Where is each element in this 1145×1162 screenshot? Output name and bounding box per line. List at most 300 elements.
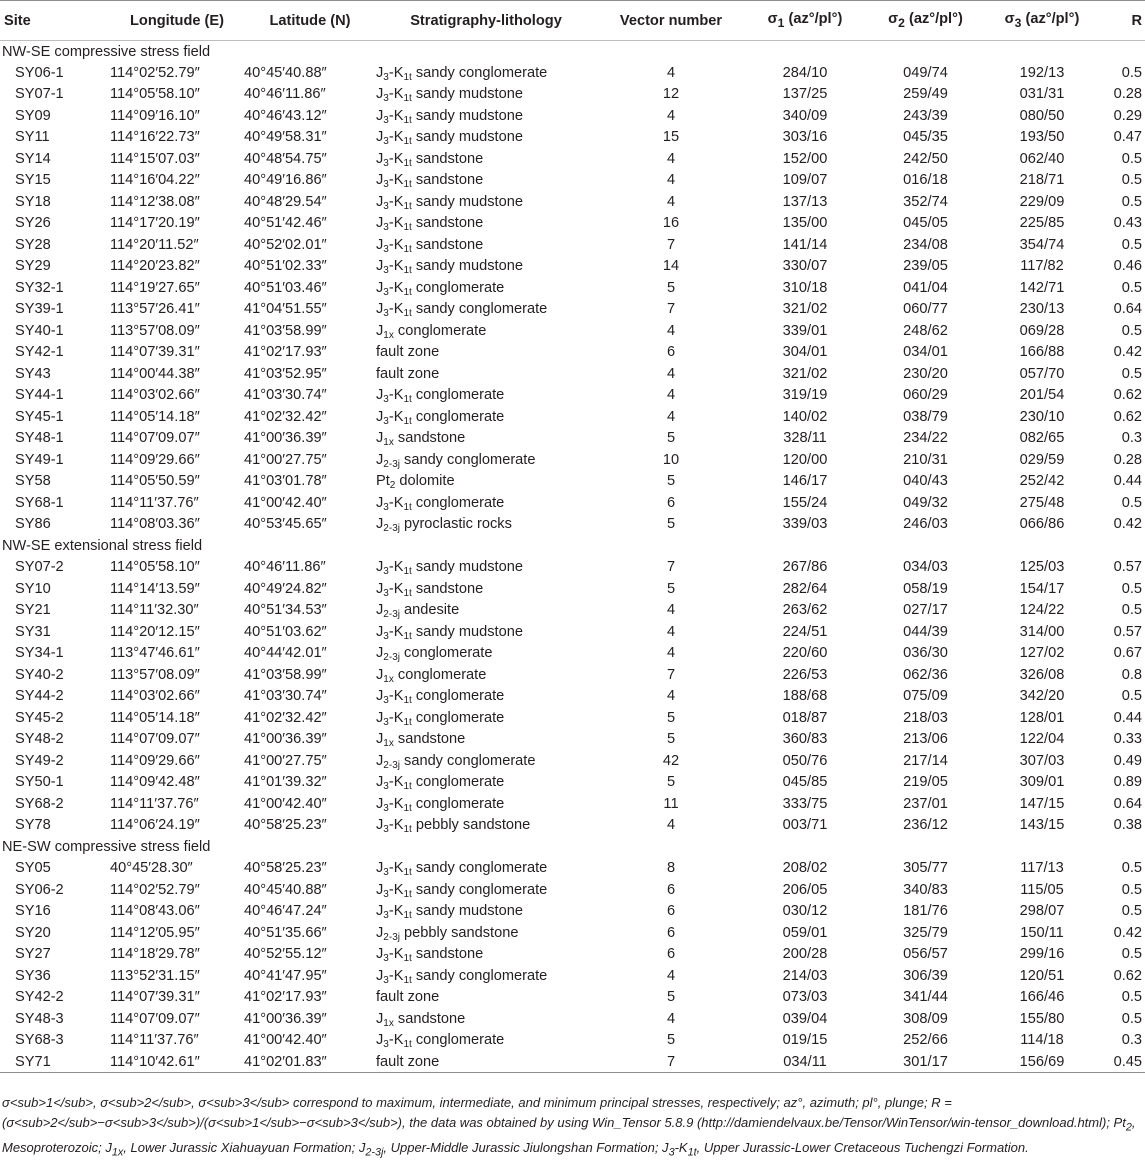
cell-site: SY48-3 bbox=[15, 1010, 64, 1027]
table-row bbox=[0, 922, 1145, 944]
cell-latitude: 41°02′32.42″ bbox=[244, 709, 327, 726]
cell-sigma2: 340/83 bbox=[903, 881, 948, 898]
cell-sigma2: 056/57 bbox=[903, 946, 948, 963]
cell-longitude: 114°11′37.76″ bbox=[110, 795, 199, 812]
cell-latitude: 41°02′17.93″ bbox=[244, 989, 327, 1006]
cell-sigma2: 341/44 bbox=[903, 989, 948, 1006]
cell-site: SY11 bbox=[15, 129, 50, 146]
cell-site: SY71 bbox=[0, 1051, 110, 1073]
cell-r-value: 0.3 bbox=[1121, 1032, 1142, 1049]
cell-longitude: 114°03′02.66″ bbox=[110, 387, 200, 404]
cell-longitude: 114°07′39.31″ bbox=[110, 989, 200, 1006]
cell-sigma3: 166/88 bbox=[1019, 344, 1065, 361]
cell-lithology: $J_3-K_{1t}$ sandy mudstone bbox=[376, 903, 523, 922]
cell-sigma2: 058/19 bbox=[903, 580, 948, 597]
table-row bbox=[0, 600, 1145, 622]
cell-site: SY10 bbox=[15, 580, 51, 597]
table-row bbox=[0, 299, 1145, 321]
cell-lithology: $J_3-K_{1t}$ sandy mudstone bbox=[376, 623, 523, 642]
table-row bbox=[0, 879, 1145, 901]
cell-r-value: 0.5 bbox=[1121, 688, 1142, 705]
cell-sigma2: 016/18 bbox=[903, 172, 948, 189]
cell-sigma1: 267/86 bbox=[782, 559, 828, 576]
cell-sigma1: 321/02 bbox=[782, 365, 828, 382]
cell-r-value: 0.57 bbox=[1113, 559, 1142, 576]
cell-site: SY45-2 bbox=[15, 709, 64, 726]
cell-vector-number: 5 bbox=[666, 731, 676, 748]
cell-sigma3: 114/18 bbox=[1020, 1032, 1064, 1049]
cell-latitude: 41°03′30.74″ bbox=[244, 387, 327, 404]
cell-sigma1: 330/07 bbox=[782, 258, 828, 275]
cell-vector-number: 5 bbox=[666, 1032, 676, 1049]
cell-r-value: 0.64 bbox=[1113, 301, 1142, 318]
cell-sigma3: 252/42 bbox=[1019, 473, 1065, 490]
cell-sigma3: 192/13 bbox=[1019, 64, 1065, 81]
cell-sigma3: 031/31 bbox=[1019, 86, 1065, 103]
cell-r-value: 0.42 bbox=[1113, 516, 1142, 533]
cell-sigma2: 210/31 bbox=[903, 451, 948, 468]
cell-sigma1: 284/10 bbox=[782, 64, 828, 81]
cell-lithology: $J_3-K_{1t}$ conglomerate bbox=[376, 688, 505, 707]
cell-sigma1: 360/83 bbox=[782, 731, 828, 748]
cell-latitude: 41°03′58.99″ bbox=[244, 322, 327, 339]
cell-latitude: 40°49′16.86″ bbox=[244, 172, 327, 189]
cell-vector-number: 5 bbox=[666, 989, 676, 1006]
cell-latitude: 40°41′47.95″ bbox=[244, 967, 327, 984]
cell-lithology: $J_3-K_{1t}$ conglomerate bbox=[376, 774, 505, 793]
cell-site: SY48-2 bbox=[15, 731, 64, 748]
cell-lithology: $J_3-K_{1t}$ sandstone bbox=[376, 580, 484, 599]
cell-r-value: 0.57 bbox=[1113, 623, 1142, 640]
cell-site: SY78 bbox=[15, 817, 51, 834]
cell-latitude: 41°01′39.32″ bbox=[244, 774, 327, 791]
cell-sigma1: 339/03 bbox=[782, 516, 828, 533]
cell-lithology: $J_3-K_{1t}$ conglomerate bbox=[376, 408, 505, 427]
cell-lithology: $J_{2-3j}$ pyroclastic rocks bbox=[376, 516, 512, 535]
cell-vector-number: 4 bbox=[666, 150, 676, 167]
cell-sigma3: 124/22 bbox=[1019, 602, 1065, 619]
cell-latitude: 40°52′55.12″ bbox=[244, 946, 327, 963]
cell-longitude: 114°05′14.18″ bbox=[110, 709, 200, 726]
cell-sigma2: 234/08 bbox=[903, 236, 948, 253]
cell-sigma3: 230/13 bbox=[1019, 301, 1065, 318]
cell-vector-number: 7 bbox=[666, 559, 676, 576]
cell-longitude: 114°16′04.22″ bbox=[110, 172, 200, 189]
cell-vector-number: 4 bbox=[666, 688, 676, 705]
cell-r-value: 0.5 bbox=[1121, 881, 1142, 898]
cell-r-value: 0.28 bbox=[1113, 86, 1142, 103]
cell-sigma1: 059/01 bbox=[782, 924, 828, 941]
cell-sigma3: 326/08 bbox=[1019, 666, 1065, 683]
cell-vector-number: 7 bbox=[666, 236, 676, 253]
cell-sigma2: 230/20 bbox=[903, 365, 948, 382]
cell-sigma3: 218/71 bbox=[1019, 172, 1065, 189]
table-row bbox=[0, 965, 1145, 987]
cell-site: SY16 bbox=[15, 903, 51, 920]
cell-vector-number: 10 bbox=[662, 451, 680, 468]
cell-site: SY68-3 bbox=[15, 1032, 64, 1049]
header-longitude: Longitude (E) bbox=[110, 1, 244, 41]
cell-longitude: 114°10′42.61″ bbox=[110, 1051, 244, 1073]
cell-latitude: 41°02′32.42″ bbox=[244, 408, 327, 425]
cell-site: SY34-1 bbox=[15, 645, 64, 662]
cell-longitude: 114°05′58.10″ bbox=[110, 86, 200, 103]
cell-sigma2: 181/76 bbox=[903, 903, 948, 920]
cell-site: SY27 bbox=[15, 946, 51, 963]
table-row bbox=[0, 234, 1145, 256]
cell-sigma3: 066/86 bbox=[1019, 516, 1065, 533]
cell-lithology: $J_3-K_{1t}$ sandy mudstone bbox=[376, 129, 523, 148]
cell-sigma2: 040/43 bbox=[903, 473, 948, 490]
cell-r-value: 0.45 bbox=[1097, 1051, 1145, 1073]
cell-latitude: 41°00′42.40″ bbox=[244, 1032, 327, 1049]
cell-longitude: 114°12′38.08″ bbox=[110, 193, 200, 210]
cell-sigma1: 120/00 bbox=[782, 451, 828, 468]
cell-lithology: $J_{2-3j}$ pebbly sandstone bbox=[376, 924, 519, 943]
cell-r-value: 0.49 bbox=[1113, 752, 1142, 769]
cell-sigma2: 242/50 bbox=[903, 150, 948, 167]
cell-sigma3: 069/28 bbox=[1019, 322, 1065, 339]
table-row bbox=[0, 750, 1145, 772]
cell-latitude: 40°45′40.88″ bbox=[244, 881, 327, 898]
cell-vector-number: 42 bbox=[662, 752, 680, 769]
cell-site: SY07-2 bbox=[15, 559, 64, 576]
cell-site: SY31 bbox=[15, 623, 51, 640]
cell-site: SY43 bbox=[15, 365, 51, 382]
cell-sigma1: 135/00 bbox=[782, 215, 828, 232]
cell-lithology: $J_{1x}$ conglomerate bbox=[376, 322, 487, 341]
cell-vector-number: 12 bbox=[662, 86, 680, 103]
cell-longitude: 114°09′16.10″ bbox=[110, 107, 200, 124]
cell-sigma2: 259/49 bbox=[903, 86, 948, 103]
cell-sigma2: 049/32 bbox=[903, 494, 948, 511]
cell-sigma3: 275/48 bbox=[1019, 494, 1065, 511]
cell-r-value: 0.62 bbox=[1113, 408, 1142, 425]
cell-site: SY14 bbox=[15, 150, 51, 167]
cell-sigma2: 352/74 bbox=[903, 193, 948, 210]
table-row bbox=[0, 342, 1145, 364]
cell-sigma1: 226/53 bbox=[782, 666, 828, 683]
cell-longitude: 114°07′09.07″ bbox=[110, 731, 200, 748]
cell-sigma2: 306/39 bbox=[903, 967, 948, 984]
cell-sigma1: 141/14 bbox=[782, 236, 828, 253]
cell-lithology: $J_{2-3j}$ sandy conglomerate bbox=[376, 752, 536, 771]
cell-site: SY29 bbox=[15, 258, 51, 275]
cell-vector-number: 4 bbox=[666, 1010, 676, 1027]
cell-r-value: 0.46 bbox=[1113, 258, 1142, 275]
cell-vector-number: 4 bbox=[666, 193, 676, 210]
cell-sigma2: 325/79 bbox=[903, 924, 948, 941]
cell-latitude: 40°51′03.62″ bbox=[244, 623, 327, 640]
table-body bbox=[0, 41, 1145, 1073]
cell-lithology: $J_3-K_{1t}$ sandy conglomerate bbox=[376, 301, 548, 320]
cell-sigma1: 263/62 bbox=[782, 602, 828, 619]
table-row bbox=[0, 170, 1145, 192]
cell-r-value: 0.42 bbox=[1113, 344, 1142, 361]
table-row bbox=[0, 514, 1145, 536]
cell-vector-number: 5 bbox=[666, 473, 676, 490]
cell-vector-number: 6 bbox=[666, 946, 676, 963]
header-site: Site bbox=[0, 1, 110, 41]
cell-lithology: $J_3-K_{1t}$ conglomerate bbox=[376, 795, 505, 814]
cell-sigma2: 234/22 bbox=[903, 430, 948, 447]
cell-sigma2: 252/66 bbox=[903, 1032, 948, 1049]
cell-r-value: 0.29 bbox=[1113, 107, 1142, 124]
cell-longitude: 114°16′22.73″ bbox=[110, 129, 200, 146]
cell-lithology: $J_{1x}$ sandstone bbox=[376, 1010, 466, 1029]
cell-r-value: 0.5 bbox=[1121, 365, 1142, 382]
cell-sigma1: 282/64 bbox=[782, 580, 828, 597]
cell-sigma1: 039/04 bbox=[782, 1010, 828, 1027]
cell-vector-number: 14 bbox=[662, 258, 680, 275]
cell-sigma3: 117/82 bbox=[1020, 258, 1064, 275]
section-row bbox=[0, 535, 1145, 557]
cell-vector-number: 7 bbox=[596, 1051, 746, 1073]
cell-r-value: 0.3 bbox=[1121, 430, 1142, 447]
cell-longitude: 113°57′26.41″ bbox=[110, 301, 200, 318]
table-row bbox=[0, 105, 1145, 127]
table-footnote: σ<sub>1</sub>, σ<sub>2</sub>, σ<sub>3</sub> correspond to maximum, intermediate, and minimum principal stresses, respectively; az°, azimuth; pl°, plunge; R = (σ<sub>2</sub>−σ<sub>3</sub>)/(σ<sub>1</sub>−σ<sub>3</sub>), the data was obtained by using Win_Tensor 5.8.9 (http://damiendelvaux.be/Tensor/WinTensor/win-tensor_download.html); $Pt_2$, Mesoproterozoic; $J_{1x}$, Lower Jurassic Xiahuayuan Formation; $J_{2-3j}$, Upper-Middle Jurassic Jiulongshan Formation; $J_3-K_{1t}$, Upper Jurassic-Lower Cretaceous Tuchengzi Formation. bbox=[2, 1095, 1136, 1159]
table-row bbox=[0, 987, 1145, 1009]
cell-r-value: 0.5 bbox=[1121, 279, 1142, 296]
table-row bbox=[0, 191, 1145, 213]
cell-lithology: $Pt_2$ dolomite bbox=[376, 473, 455, 492]
cell-r-value: 0.44 bbox=[1113, 473, 1142, 490]
cell-vector-number: 5 bbox=[666, 516, 676, 533]
cell-sigma3: 147/15 bbox=[1019, 795, 1065, 812]
cell-r-value: 0.5 bbox=[1121, 494, 1142, 511]
cell-sigma2: 044/39 bbox=[903, 623, 948, 640]
section-title: NW-SE extensional stress field bbox=[2, 537, 203, 554]
cell-vector-number: 4 bbox=[666, 322, 676, 339]
cell-sigma1: 303/16 bbox=[782, 129, 828, 146]
cell-latitude: 40°49′58.31″ bbox=[244, 129, 327, 146]
cell-sigma1: 146/17 bbox=[782, 473, 828, 490]
cell-longitude: 114°08′03.36″ bbox=[110, 516, 200, 533]
cell-site: SY15 bbox=[15, 172, 51, 189]
header-sigma3: $\sigma_3$ (az°/pl°) bbox=[987, 1, 1097, 41]
cell-latitude: 41°04′51.55″ bbox=[244, 301, 327, 318]
cell-site: SY44-2 bbox=[15, 688, 64, 705]
cell-longitude: 114°15′07.03″ bbox=[110, 150, 200, 167]
cell-vector-number: 16 bbox=[662, 215, 680, 232]
cell-site: SY39-1 bbox=[15, 301, 64, 318]
cell-sigma3: 125/03 bbox=[1019, 559, 1065, 576]
cell-r-value: 0.5 bbox=[1121, 193, 1142, 210]
cell-latitude: 40°46′47.24″ bbox=[244, 903, 327, 920]
cell-sigma1: 137/13 bbox=[782, 193, 828, 210]
cell-r-value: 0.62 bbox=[1113, 967, 1142, 984]
table-row bbox=[0, 944, 1145, 966]
cell-latitude: 40°46′11.86″ bbox=[244, 86, 326, 103]
cell-lithology: $J_3-K_{1t}$ sandstone bbox=[376, 236, 484, 255]
cell-sigma1: 152/00 bbox=[782, 150, 828, 167]
cell-r-value: 0.5 bbox=[1121, 322, 1142, 339]
cell-sigma3: 155/80 bbox=[1019, 1010, 1065, 1027]
table-row bbox=[0, 793, 1145, 815]
cell-longitude: 114°20′11.52″ bbox=[110, 236, 199, 253]
cell-r-value: 0.8 bbox=[1121, 666, 1142, 683]
cell-lithology: $J_3-K_{1t}$ conglomerate bbox=[376, 279, 505, 298]
table-row bbox=[0, 772, 1145, 794]
cell-sigma1: 019/15 bbox=[782, 1032, 828, 1049]
cell-sigma2: 218/03 bbox=[903, 709, 948, 726]
table-row bbox=[0, 578, 1145, 600]
cell-sigma3: 062/40 bbox=[1019, 150, 1065, 167]
cell-vector-number: 4 bbox=[666, 602, 676, 619]
table-row bbox=[0, 449, 1145, 471]
cell-site: SY09 bbox=[15, 107, 51, 124]
cell-site: SY18 bbox=[15, 193, 51, 210]
cell-latitude: 41°00′27.75″ bbox=[244, 451, 327, 468]
cell-vector-number: 11 bbox=[663, 795, 679, 812]
cell-r-value: 0.5 bbox=[1121, 172, 1142, 189]
cell-lithology: $J_3-K_{1t}$ pebbly sandstone bbox=[376, 817, 531, 836]
cell-latitude: 41°02′01.83″ bbox=[244, 1051, 376, 1073]
cell-r-value: 0.5 bbox=[1121, 989, 1142, 1006]
cell-latitude: 40°52′02.01″ bbox=[244, 236, 327, 253]
cell-sigma1: 003/71 bbox=[782, 817, 828, 834]
cell-site: SY68-2 bbox=[15, 795, 64, 812]
cell-sigma3: 154/17 bbox=[1019, 580, 1065, 597]
cell-sigma1: 206/05 bbox=[782, 881, 828, 898]
cell-site: SY06-2 bbox=[15, 881, 64, 898]
cell-r-value: 0.5 bbox=[1121, 602, 1142, 619]
cell-sigma2: 075/09 bbox=[903, 688, 948, 705]
cell-longitude: 40°45′28.30″ bbox=[110, 860, 193, 877]
table-row bbox=[0, 148, 1145, 170]
cell-lithology: $J_3-K_{1t}$ sandstone bbox=[376, 172, 484, 191]
cell-site: SY42-2 bbox=[15, 989, 64, 1006]
cell-sigma2: 305/77 bbox=[903, 860, 948, 877]
cell-site: SY40-2 bbox=[15, 666, 64, 683]
cell-sigma3: 143/15 bbox=[1019, 817, 1065, 834]
cell-vector-number: 15 bbox=[662, 129, 680, 146]
cell-longitude: 114°08′43.06″ bbox=[110, 903, 200, 920]
cell-longitude: 113°52′31.15″ bbox=[110, 967, 200, 984]
cell-sigma2: 060/29 bbox=[903, 387, 948, 404]
cell-vector-number: 4 bbox=[666, 107, 676, 124]
cell-sigma2: 062/36 bbox=[903, 666, 948, 683]
cell-site: SY49-1 bbox=[15, 451, 64, 468]
cell-latitude: 41°00′36.39″ bbox=[244, 731, 327, 748]
cell-r-value: 0.67 bbox=[1113, 645, 1142, 662]
cell-sigma2: 217/14 bbox=[903, 752, 948, 769]
cell-sigma2: 034/03 bbox=[903, 559, 948, 576]
cell-sigma1: 224/51 bbox=[782, 623, 828, 640]
cell-sigma2: 060/77 bbox=[903, 301, 948, 318]
cell-vector-number: 4 bbox=[666, 387, 676, 404]
cell-sigma1: 339/01 bbox=[782, 322, 828, 339]
cell-r-value: 0.5 bbox=[1121, 64, 1142, 81]
cell-sigma1: 045/85 bbox=[782, 774, 828, 791]
table-row bbox=[0, 84, 1145, 106]
cell-lithology: $J_3-K_{1t}$ sandy mudstone bbox=[376, 193, 523, 212]
cell-vector-number: 5 bbox=[666, 580, 676, 597]
cell-site: SY21 bbox=[15, 602, 51, 619]
cell-longitude: 114°00′44.38″ bbox=[110, 365, 200, 382]
cell-sigma1: 321/02 bbox=[782, 301, 828, 318]
cell-site: SY49-2 bbox=[15, 752, 64, 769]
cell-site: SY68-1 bbox=[15, 494, 64, 511]
cell-sigma3: 115/05 bbox=[1020, 881, 1064, 898]
cell-sigma3: 127/02 bbox=[1019, 645, 1065, 662]
cell-lithology: $J_3-K_{1t}$ conglomerate bbox=[376, 709, 505, 728]
cell-site: SY58 bbox=[15, 473, 51, 490]
cell-longitude: 113°57′08.09″ bbox=[110, 322, 200, 339]
cell-sigma3: 354/74 bbox=[1019, 236, 1065, 253]
table-row bbox=[0, 643, 1145, 665]
table-row bbox=[0, 1051, 1145, 1073]
cell-r-value: 0.42 bbox=[1113, 924, 1142, 941]
cell-sigma1: 200/28 bbox=[782, 946, 828, 963]
cell-sigma1: 018/87 bbox=[782, 709, 828, 726]
cell-vector-number: 6 bbox=[666, 881, 676, 898]
cell-sigma2: 308/09 bbox=[903, 1010, 948, 1027]
cell-latitude: 40°46′11.86″ bbox=[244, 559, 326, 576]
cell-site: SY42-1 bbox=[15, 344, 64, 361]
cell-latitude: 40°49′24.82″ bbox=[244, 580, 327, 597]
cell-site: SY26 bbox=[15, 215, 51, 232]
cell-sigma3: 230/10 bbox=[1019, 408, 1065, 425]
cell-lithology: $J_{1x}$ sandstone bbox=[376, 430, 466, 449]
cell-site: SY20 bbox=[15, 924, 51, 941]
cell-latitude: 41°00′27.75″ bbox=[244, 752, 327, 769]
cell-r-value: 0.5 bbox=[1121, 946, 1142, 963]
cell-sigma1: 140/02 bbox=[782, 408, 828, 425]
cell-vector-number: 5 bbox=[666, 430, 676, 447]
cell-sigma1: 137/25 bbox=[782, 86, 828, 103]
cell-sigma2: 219/05 bbox=[903, 774, 948, 791]
cell-latitude: 41°02′17.93″ bbox=[244, 344, 327, 361]
cell-r-value: 0.5 bbox=[1121, 150, 1142, 167]
table-row bbox=[0, 858, 1145, 880]
cell-site: SY45-1 bbox=[15, 408, 64, 425]
cell-latitude: 41°03′58.99″ bbox=[244, 666, 327, 683]
cell-sigma3: 299/16 bbox=[1019, 946, 1065, 963]
section-title: NE-SW compressive stress field bbox=[2, 838, 211, 855]
cell-vector-number: 7 bbox=[666, 301, 676, 318]
cell-r-value: 0.5 bbox=[1121, 1010, 1142, 1027]
cell-latitude: 40°45′40.88″ bbox=[244, 64, 327, 81]
cell-lithology: fault zone bbox=[376, 1051, 596, 1073]
cell-sigma3: 150/11 bbox=[1020, 924, 1064, 941]
cell-lithology: $J_3-K_{1t}$ sandy conglomerate bbox=[376, 860, 548, 879]
cell-site: SY50-1 bbox=[15, 774, 64, 791]
cell-sigma3: 309/01 bbox=[1019, 774, 1065, 791]
cell-site: SY86 bbox=[15, 516, 51, 533]
table-row bbox=[0, 492, 1145, 514]
cell-sigma3: 298/07 bbox=[1019, 903, 1065, 920]
cell-r-value: 0.28 bbox=[1113, 451, 1142, 468]
cell-longitude: 114°02′52.79″ bbox=[110, 64, 200, 81]
cell-sigma1: 208/02 bbox=[782, 860, 828, 877]
cell-sigma2: 036/30 bbox=[903, 645, 948, 662]
table-row bbox=[0, 385, 1145, 407]
table-row bbox=[0, 686, 1145, 708]
header-latitude: Latitude (N) bbox=[244, 1, 376, 41]
cell-latitude: 41°00′42.40″ bbox=[244, 795, 327, 812]
cell-sigma3: 057/70 bbox=[1019, 365, 1065, 382]
cell-longitude: 114°09′29.66″ bbox=[110, 451, 200, 468]
cell-sigma3: 229/09 bbox=[1019, 193, 1065, 210]
section-row bbox=[0, 836, 1145, 858]
cell-vector-number: 6 bbox=[666, 344, 676, 361]
table-row bbox=[0, 363, 1145, 385]
cell-lithology: $J_3-K_{1t}$ sandstone bbox=[376, 215, 484, 234]
cell-sigma3: 156/69 bbox=[987, 1051, 1097, 1073]
cell-sigma1: 030/12 bbox=[782, 903, 828, 920]
